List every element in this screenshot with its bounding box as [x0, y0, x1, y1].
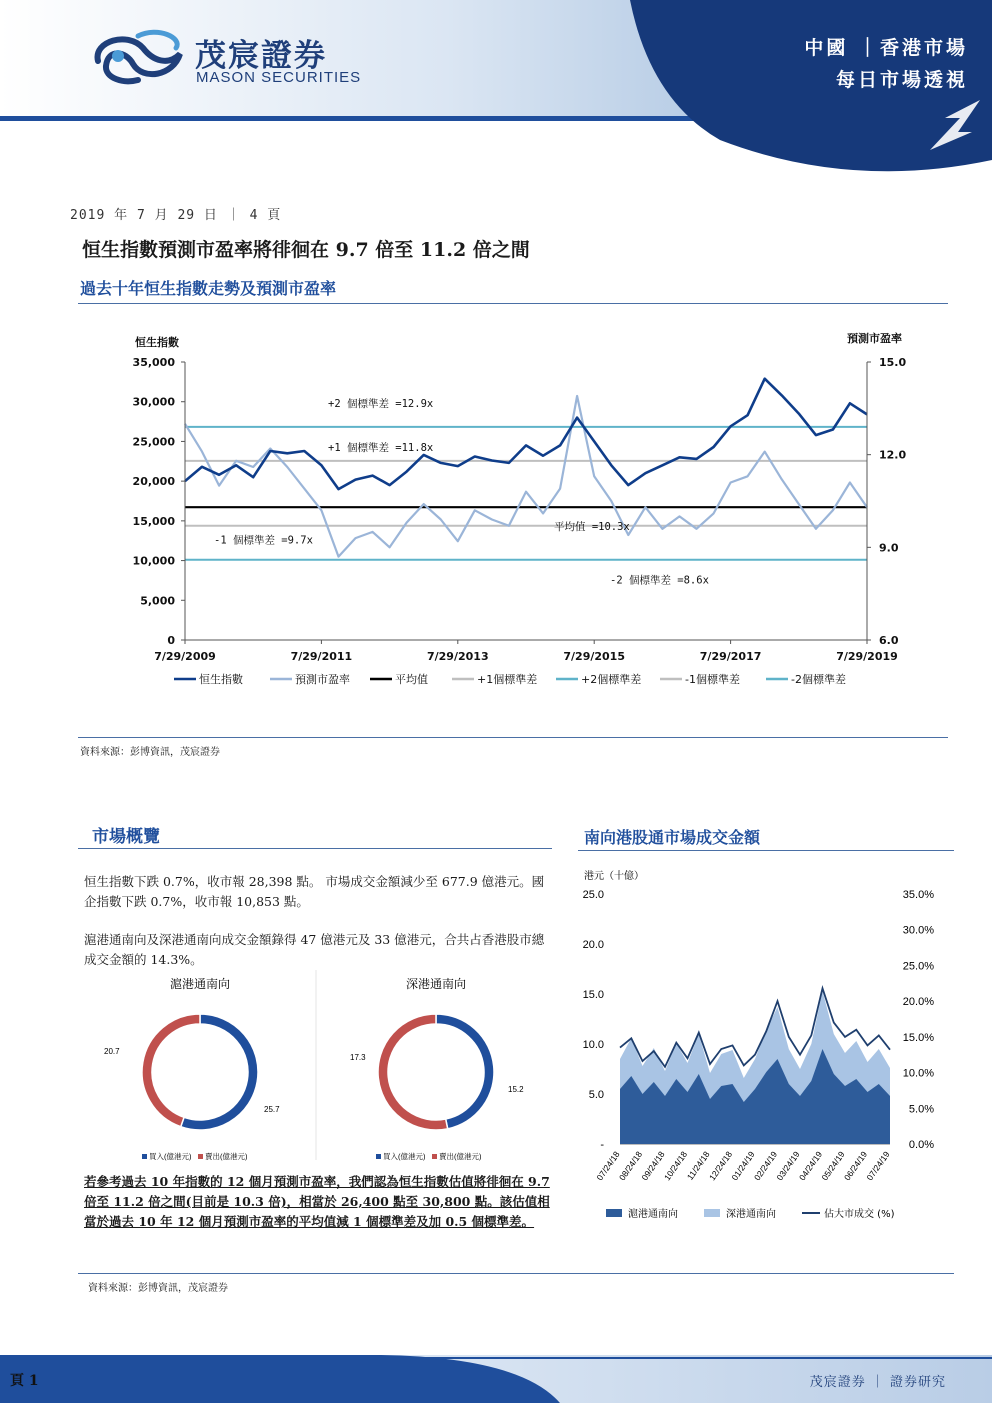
section-title-market-overview: 市場概覽 — [92, 827, 160, 847]
donut-slice-buy — [181, 1014, 258, 1130]
southbound-donuts — [84, 970, 554, 1170]
footer-brand: 茂宸證券 ｜ 證券研究 — [809, 1375, 946, 1390]
donut1-legend-buy: 買入(億港元) — [149, 1152, 192, 1161]
report-name: 每日市場透視 — [835, 69, 968, 91]
x-tick-label: 03/24/19 — [774, 1149, 802, 1183]
x-tick-label: 02/24/19 — [751, 1149, 780, 1183]
left-tick-label: 25,000 — [132, 435, 175, 449]
donut2-buy-label: 15.2 — [508, 1085, 524, 1094]
reference-label: +1 個標準差 =11.8x — [328, 441, 434, 454]
legend-swatch — [704, 1209, 720, 1217]
brand-name-cn: 茂宸證券 — [195, 38, 327, 74]
legend-label: 深港通南向 — [726, 1209, 776, 1220]
x-tick-label: 11/24/18 — [684, 1149, 712, 1182]
x-tick-label: 05/24/19 — [819, 1149, 847, 1183]
donut2-legend-sell: 賣出(億港元) — [439, 1152, 482, 1161]
legend-label: 平均值 — [395, 673, 428, 686]
series-line — [185, 396, 867, 557]
report-date-line: 2019 年 7 月 29 日 ｜ 4 頁 — [70, 208, 282, 223]
legend-label: 恒生指數 — [199, 673, 243, 686]
donut2-title: 深港通南向 — [405, 977, 467, 991]
legend-label: 預測市盈率 — [295, 673, 350, 686]
overview-paragraph-2: 滬港通南向及深港通南向成交金額錄得 47 億港元及 33 億港元，合共占香港股市總成交金額的 14.3%。 — [84, 932, 545, 967]
overview-paragraph-1: 恒生指數下跌 0.7%，收市報 28,398 點。 市場成交金額減少至 677.9 億港元。國企指數下跌 0.7%，收市報 10,853 點。 — [84, 874, 545, 909]
x-tick-label: 08/24/18 — [616, 1149, 645, 1183]
series-line — [185, 379, 867, 489]
donut-slice-sell — [378, 1014, 448, 1130]
legend-label: -1個標準差 — [685, 673, 740, 686]
donut2-legend-buy: 買入(億港元) — [383, 1152, 426, 1161]
legend-swatch — [606, 1209, 622, 1217]
right-tick-label: 25.0% — [902, 960, 934, 973]
x-tick-label: 07/24/18 — [594, 1149, 622, 1183]
x-tick-label: 09/24/18 — [639, 1149, 667, 1183]
source-note: 資料來源：彭博資訊，茂宸證券 — [80, 747, 220, 758]
legend-label: 滬港通南向 — [628, 1209, 678, 1220]
left-tick-label: 25.0 — [582, 889, 604, 901]
divider — [78, 848, 552, 849]
x-tick-label: 10/24/18 — [661, 1149, 690, 1183]
donut1-sell-label: 20.7 — [104, 1047, 120, 1056]
right-tick-label: 30.0% — [902, 924, 934, 937]
left-tick-label: 35,000 — [132, 356, 175, 369]
x-tick-label: 7/29/2013 — [426, 650, 489, 663]
x-tick-label: 7/29/2019 — [836, 650, 898, 663]
divider — [78, 737, 948, 738]
left-tick-label: 15.0 — [582, 989, 604, 1001]
donut1-buy-label: 25.7 — [264, 1105, 280, 1114]
x-tick-label: 7/29/2017 — [699, 650, 762, 663]
left-tick-label: 5,000 — [140, 594, 175, 608]
hsi-pe-chart — [78, 310, 948, 730]
left-tick-label: - — [600, 1139, 604, 1151]
overview-paragraph-3: 若參考過去 10 年指數的 12 個月預測市盈率，我們認為恒生指數估值將徘徊在 9.7 倍至 11.2 倍之間(目前是 10.3 倍)，相當於 26,400 點至 30,800 點。該估值相當於過去 10 年 12 個月預測市盈率的平均值減 1 個標準差及加 0.5 個標準差。 — [84, 1174, 550, 1229]
section-title-hsi-chart: 過去十年恒生指數走勢及預測市盈率 — [80, 279, 337, 298]
header-region — [804, 32, 968, 96]
donut-slice-buy — [436, 1014, 494, 1129]
right-tick-label: 0.0% — [908, 1139, 934, 1151]
donut-slice-sell — [142, 1014, 200, 1127]
right-axis-title: 預測市盈率 — [847, 332, 902, 345]
left-tick-label: 5.0 — [588, 1089, 604, 1101]
x-tick-label: 04/24/19 — [796, 1149, 825, 1183]
divider — [78, 1273, 954, 1274]
region-label: 中國 ｜香港市場 — [804, 37, 968, 59]
right-tick-label: 12.0 — [879, 448, 907, 462]
right-tick-label: 6.0 — [879, 634, 899, 647]
reference-label: +2 個標準差 =12.9x — [328, 397, 434, 410]
donut1-legend-sell: 賣出(億港元) — [205, 1152, 248, 1161]
left-tick-label: 0 — [167, 634, 175, 647]
x-tick-label: 07/24/19 — [864, 1149, 892, 1183]
right-tick-label: 10.0% — [902, 1067, 934, 1080]
right-tick-label: 35.0% — [902, 889, 934, 901]
right-tick-label: 9.0 — [879, 541, 899, 555]
left-tick-label: 20.0 — [582, 939, 604, 951]
legend-label: +1個標準差 — [477, 673, 538, 686]
section-title-southbound: 南向港股通市場成交金額 — [584, 828, 761, 847]
x-tick-label: 12/24/18 — [706, 1149, 735, 1183]
left-axis-title: 恒生指數 — [135, 336, 179, 349]
divider — [578, 850, 954, 851]
legend-label: 佔大市成交 (%) — [824, 1209, 895, 1220]
x-tick-label: 01/24/19 — [729, 1149, 757, 1183]
x-tick-label: 7/29/2015 — [563, 650, 626, 663]
donut1-title: 滬港通南向 — [169, 977, 231, 991]
left-tick-label: 15,000 — [132, 514, 175, 528]
source-note: 資料來源：彭博資訊，茂宸證券 — [88, 1283, 228, 1294]
right-tick-label: 5.0% — [908, 1103, 934, 1116]
divider — [78, 303, 948, 304]
footer-page-number: 頁 1 — [10, 1373, 39, 1389]
brand-logo-icon — [88, 26, 188, 86]
x-tick-label: 06/24/19 — [841, 1149, 870, 1183]
headline: 恒生指數預測市盈率將徘徊在 9.7 倍至 11.2 倍之間 — [82, 239, 530, 261]
brand-name-en: MASON SECURITIES — [196, 69, 362, 86]
left-tick-label: 10.0 — [582, 1039, 604, 1051]
turnover-axis-title: 港元（十億） — [584, 871, 644, 882]
southbound-turnover-chart — [578, 862, 954, 1234]
left-tick-label: 10,000 — [132, 554, 175, 568]
reference-label: -1 個標準差 =9.7x — [214, 534, 313, 547]
reference-label: 平均值 =10.3x — [554, 521, 630, 534]
x-tick-label: 7/29/2011 — [290, 650, 353, 663]
reference-label: -2 個標準差 =8.6x — [610, 574, 709, 587]
right-tick-label: 15.0 — [879, 356, 907, 369]
legend-label: -2個標準差 — [791, 673, 846, 686]
right-tick-label: 15.0% — [902, 1031, 934, 1044]
right-tick-label: 20.0% — [902, 996, 934, 1009]
legend-label: +2個標準差 — [581, 673, 642, 686]
donut2-sell-label: 17.3 — [350, 1053, 366, 1062]
left-tick-label: 30,000 — [132, 395, 175, 409]
left-tick-label: 20,000 — [132, 475, 175, 489]
x-tick-label: 7/29/2009 — [154, 650, 216, 663]
